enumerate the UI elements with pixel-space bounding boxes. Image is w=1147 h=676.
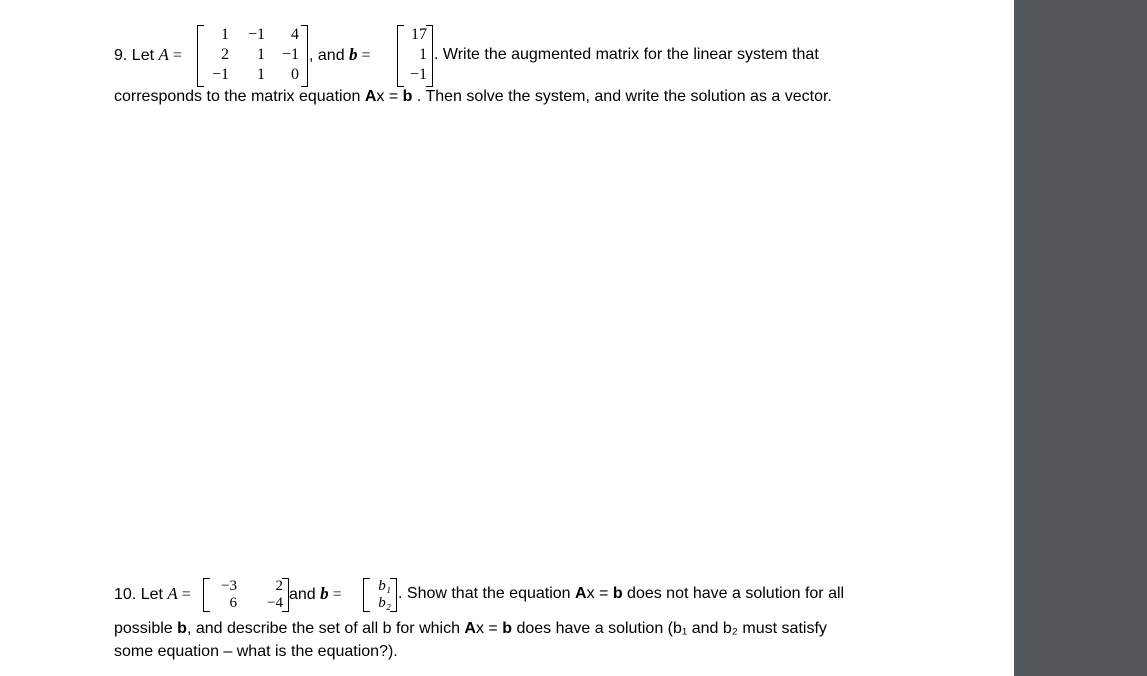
- matrix-cell: −3: [221, 578, 237, 594]
- vector-b-2: [363, 578, 397, 612]
- problem9-and-b: , and b =: [309, 45, 371, 64]
- symbol-a: A: [158, 45, 169, 64]
- vector-cell: b₂: [378, 595, 391, 611]
- symbol-a: A: [167, 584, 178, 603]
- matrix-cell: 4: [291, 26, 299, 43]
- matrix-cell: 1: [221, 26, 229, 43]
- matrix-cell: −4: [267, 595, 283, 611]
- vector-b-3: [397, 25, 433, 87]
- matrix-cell: 2: [275, 578, 283, 594]
- symbol-b: b: [349, 45, 358, 64]
- vector-cell: 1: [419, 46, 427, 63]
- matrix-cell: −1: [211, 66, 229, 83]
- matrix-cell: 6: [229, 595, 237, 611]
- problem10-line3: some equation – what is the equation?).: [114, 643, 398, 660]
- matrix-cell: 1: [257, 66, 265, 83]
- vector-cell: b₁: [378, 578, 391, 594]
- vector-cell: −1: [409, 66, 427, 83]
- viewer-scroll-area[interactable]: [1014, 0, 1147, 676]
- matrix-a-2x2: [203, 578, 289, 612]
- vector-cell: 17: [411, 26, 427, 43]
- problem9-label: 9. Let A =: [114, 45, 182, 64]
- problem9-line1-rest: . Write the augmented matrix for the linear system that: [434, 46, 819, 63]
- problem10-and-b: and b =: [289, 584, 342, 603]
- matrix-cell: 2: [221, 46, 229, 63]
- problem10-line2: possible b, and describe the set of all b for which Ax = b does have a solution (b₁ and b₂ must satisfy: [114, 620, 827, 637]
- problem10-line1-rest: . Show that the equation Ax = b does not have a solution for all: [398, 585, 845, 602]
- matrix-cell: 1: [257, 46, 265, 63]
- symbol-b: b: [320, 584, 329, 603]
- matrix-cell: −1: [281, 46, 299, 63]
- matrix-cell: 0: [291, 66, 299, 83]
- matrix-a-3x3: [197, 25, 308, 87]
- problem10-label: 10. Let A =: [114, 584, 191, 603]
- problem9-line2: corresponds to the matrix equation Ax = b . Then solve the system, and write the solution as a vector.: [114, 88, 832, 105]
- matrix-cell: −1: [247, 26, 265, 43]
